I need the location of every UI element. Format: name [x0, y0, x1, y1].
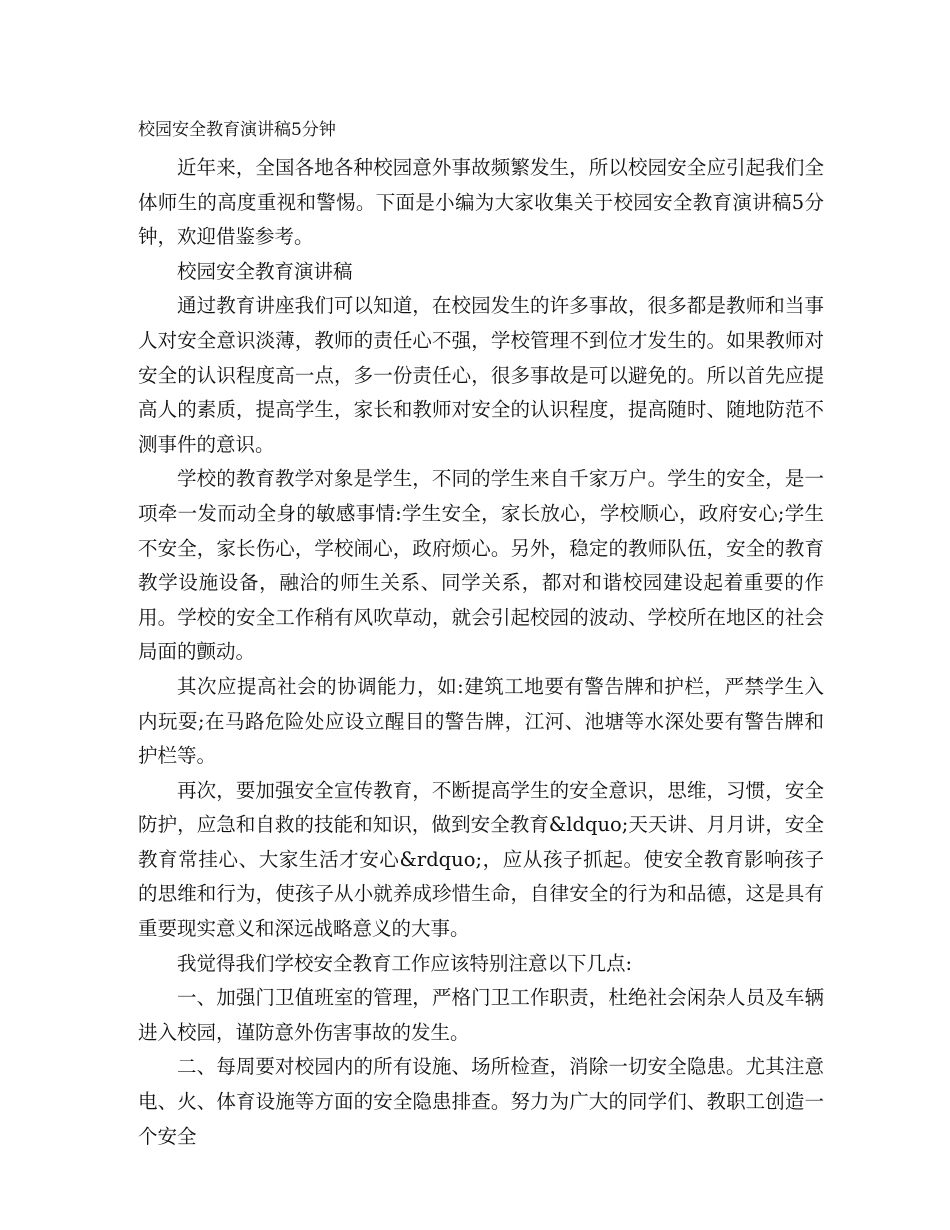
intro-paragraph: 近年来，全国各地各种校园意外事故频繁发生，所以校园安全应引起我们全体师生的高度重视和警惕。下面是小编为大家收集关于校园安全教育演讲稿5分钟，欢迎借鉴参考。	[138, 156, 824, 249]
body-paragraph: 通过教育讲座我们可以知道，在校园发生的许多事故，很多都是教师和当事人对安全意识淡薄，教师的责任心不强，学校管理不到位才发生的。如果教师对安全的认识程度高一点，多一份责任心，很多事故是可以避免的。所以首先应提高人的素质，提高学生，家长和教师对安全的认识程度，提高随时、随地防范不测事件的意识。	[138, 294, 824, 456]
document-body	[138, 151, 824, 1154]
document-title: 校园安全教育演讲稿5分钟	[138, 120, 336, 140]
body-paragraph: 其次应提高社会的协调能力，如:建筑工地要有警告牌和护栏，严禁学生入内玩耍;在马路危险处应设立醒目的警告牌，江河、池塘等水深处要有警告牌和护栏等。	[138, 674, 824, 768]
body-paragraph: 学校的教育教学对象是学生，不同的学生来自千家万户。学生的安全，是一项牵一发而动全身的敏感事情:学生安全，家长放心，学校顺心，政府安心;学生不安全，家长伤心，学校闹心，政府烦心。另外，稳定的教师队伍，安全的教育教学设施设备，融洽的师生关系、同学关系，都对和谐校园建设起着重要的作用。学校的安全工作稍有风吹草动，就会引起校园的波动、学校所在地区的社会局面的颤动。	[138, 467, 824, 664]
list-intro-paragraph: 我觉得我们学校安全教育工作应该特别注意以下几点:	[177, 951, 633, 975]
body-paragraph: 再次，要加强安全宣传教育，不断提高学生的安全意识，思维，习惯，安全防护，应急和自救的技能和知识，做到安全教育&ldquo;天天讲、月月讲，安全教育常挂心、大家生活才安心&rdquo;，应从孩子抓起。使安全教育影响孩子的思维和行为，使孩子从小就养成珍惜生命，自律安全的行为和品德，这是具有重要现实意义和深远战略意义的大事。	[138, 778, 824, 941]
section-heading: 校园安全教育演讲稿	[177, 259, 353, 283]
list-item-paragraph: 一、加强门卫值班室的管理，严格门卫工作职责，杜绝社会闲杂人员及车辆进入校园，谨防意外伤害事故的发生。	[138, 986, 824, 1044]
list-item-paragraph: 二、每周要对校园内的所有设施、场所检查，消除一切安全隐患。尤其注意电、火、体育设施等方面的安全隐患排查。努力为广大的同学们、教职工创造一个安全	[138, 1055, 824, 1148]
